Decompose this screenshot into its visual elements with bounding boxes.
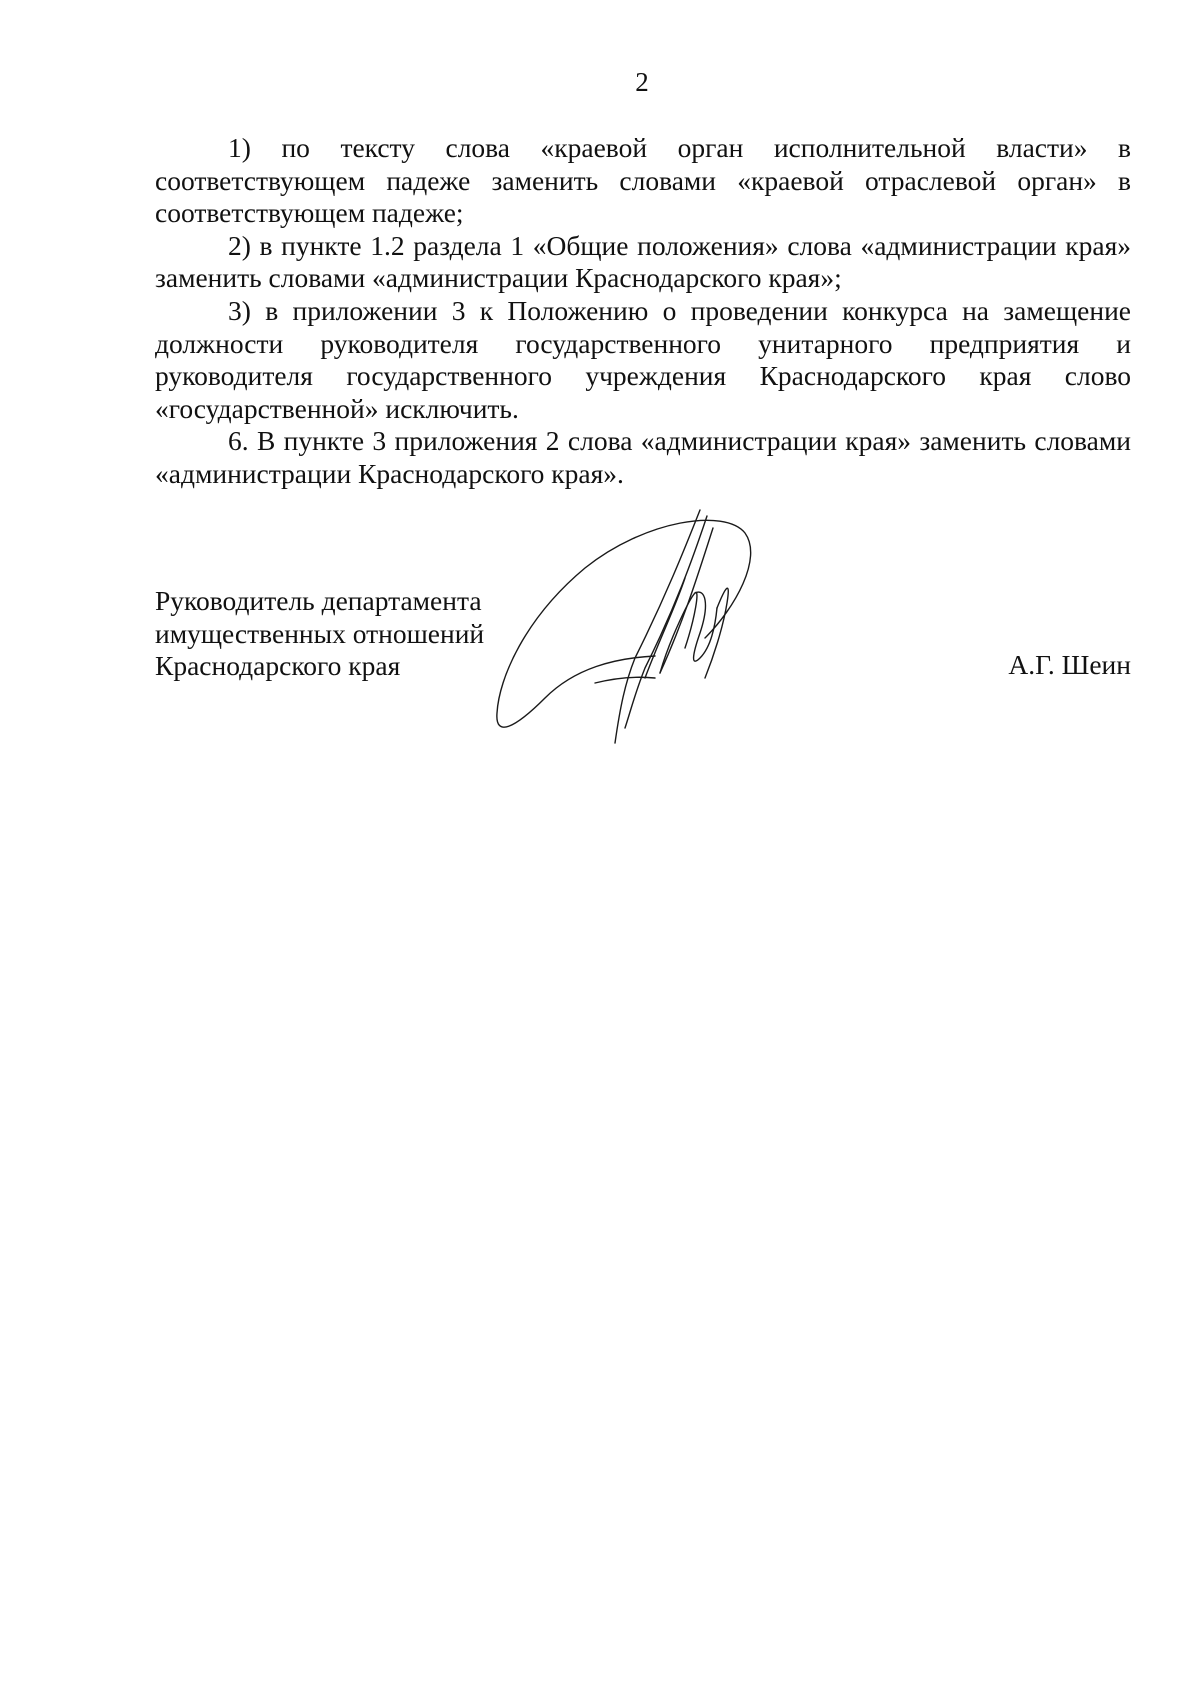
signatory-position-line: имущественных отношений — [155, 617, 485, 649]
signatory-position-line: Краснодарского края — [155, 650, 401, 682]
paragraph-2: 2) в пункте 1.2 раздела 1 «Общие положения» слова «администрации края» заменить словами «администрации Краснодарского края»; — [155, 229, 1131, 294]
signatory-position-line: Руководитель департамента — [155, 585, 482, 616]
signatory-position — [155, 585, 484, 683]
handwritten-signature — [495, 508, 785, 753]
page-number: 2 — [635, 67, 649, 97]
paragraph-1: 1) по тексту слова «краевой орган исполнительной власти» в соответствующем падеже заменить словами «краевой отраслевой орган» в соответствующем падеже; — [155, 132, 1131, 229]
body-text — [155, 132, 1131, 491]
paragraph-4: 6. В пункте 3 приложения 2 слова «администрации края» заменить словами «администрации Краснодарского края». — [155, 425, 1131, 489]
paragraph-3: 3) в приложении 3 к Положению о проведении конкурса на замещение должности руководителя государственного унитарного предприятия и руководителя государственного учреждения Краснодарского края слово «государственной» исключить. — [155, 294, 1131, 424]
signatory-name: А.Г. Шеин — [1008, 649, 1131, 680]
